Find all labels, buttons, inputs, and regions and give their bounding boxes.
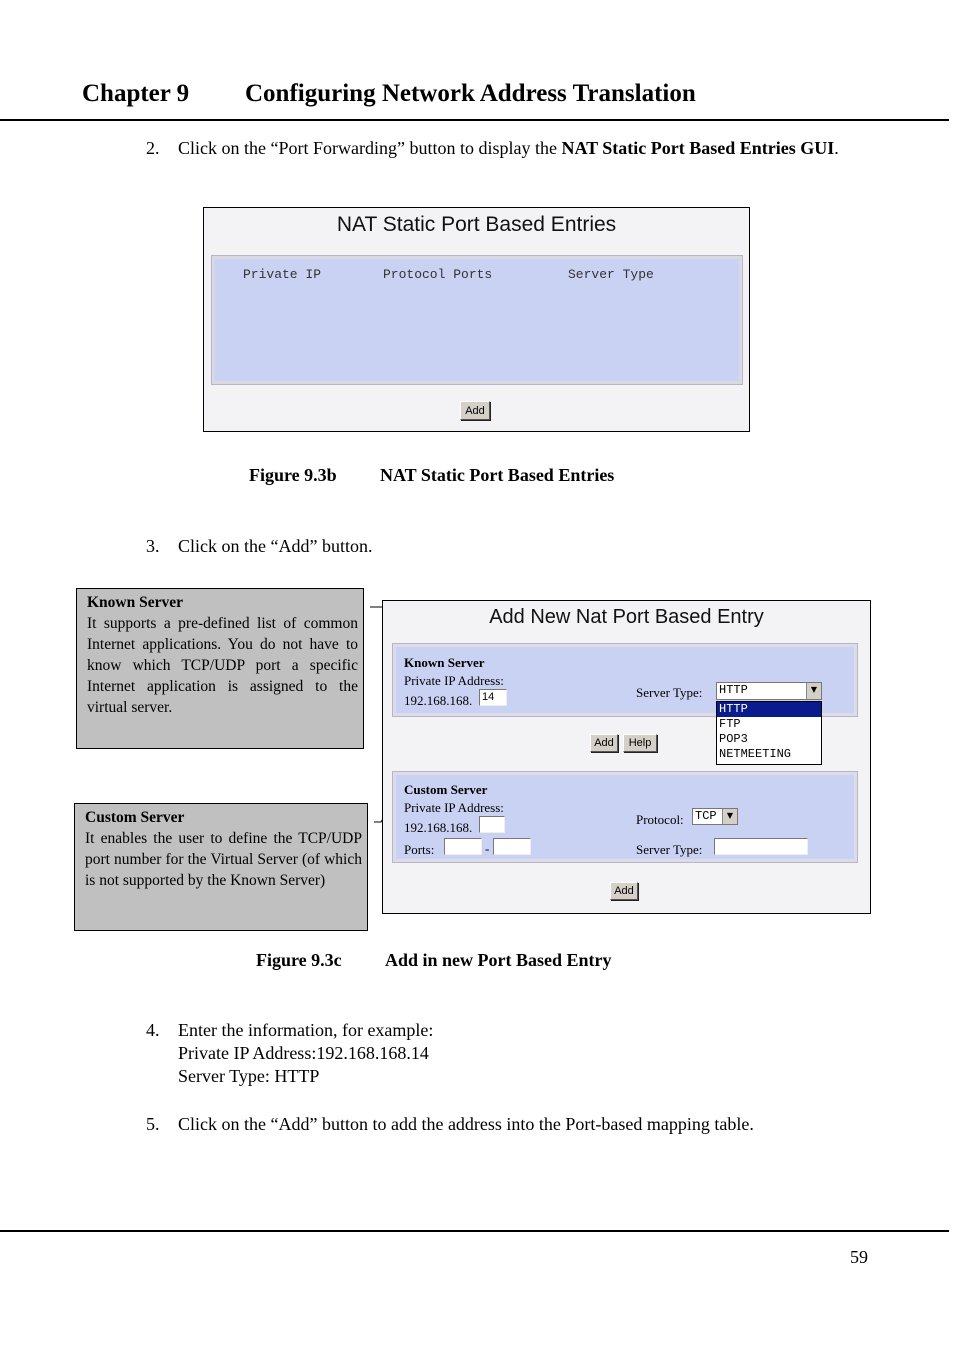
custom-ip-input[interactable] [479, 816, 505, 833]
chapter-title: Configuring Network Address Translation [245, 80, 696, 107]
add-port-entry-panel [382, 600, 871, 914]
step-line: Enter the information, for example: [178, 1020, 434, 1040]
private-ip-input[interactable]: 14 [479, 689, 507, 706]
footer-rule [0, 1230, 949, 1232]
protocol-select[interactable] [692, 808, 738, 825]
callout-body: It enables the user to define the TCP/UDP port number for the Virtual Server (of which is not supported by the Known Server) [85, 830, 362, 889]
ports-label: Ports: [404, 842, 435, 857]
option-netmeeting[interactable]: NETMEETING [719, 747, 792, 761]
step-line: Private IP Address:192.168.168.14 [178, 1043, 429, 1063]
option-http[interactable]: HTTP [717, 702, 821, 717]
custom-server-type-input[interactable] [714, 838, 808, 855]
panel-title: Add New Nat Port Based Entry [489, 606, 764, 628]
ports-separator: - [485, 841, 490, 856]
port-end-input[interactable] [493, 838, 531, 855]
custom-server-group [393, 772, 857, 862]
protocol-label: Protocol: [636, 812, 684, 827]
help-button[interactable]: Help [623, 734, 657, 752]
caption-text: NAT Static Port Based Entries [380, 465, 615, 485]
chapter-number: Chapter 9 [82, 80, 190, 107]
step-number: 4. [146, 1020, 160, 1040]
known-server-heading: Known Server [404, 655, 485, 670]
chevron-down-icon[interactable]: ▼ [722, 809, 737, 824]
selected-value: HTTP [719, 683, 748, 697]
server-type-label: Server Type: [636, 685, 703, 700]
ip-prefix: 192.168.168. [404, 820, 473, 835]
step-text-plain: Click on the “Port Forwarding” button to display the [178, 138, 562, 158]
step-line: Server Type: HTTP [178, 1066, 320, 1086]
server-type-select[interactable] [716, 682, 822, 700]
ip-prefix: 192.168.168. [404, 693, 473, 708]
private-ip-label: Private IP Address: [404, 800, 504, 815]
step-number: 5. [146, 1114, 160, 1134]
option-ftp[interactable]: FTP [719, 717, 741, 731]
column-private-ip: Private IP [243, 267, 322, 282]
port-start-input[interactable] [444, 838, 482, 855]
panel-title: NAT Static Port Based Entries [336, 213, 617, 236]
chevron-down-icon[interactable]: ▼ [806, 683, 821, 699]
selected-value: TCP [695, 809, 717, 823]
caption-number: Figure 9.3c [256, 950, 342, 970]
callout-title: Custom Server [85, 809, 185, 826]
column-protocol-ports: Protocol Ports [383, 267, 493, 282]
server-type-label: Server Type: [636, 842, 703, 857]
step-4 [146, 1019, 871, 1089]
known-add-button[interactable]: Add [590, 734, 618, 752]
page-number: 59 [850, 1247, 868, 1267]
column-server-type: Server Type [568, 267, 654, 282]
step-text-bold: NAT Static Port Based Entries GUI [561, 138, 835, 158]
caption-text: Add in new Port Based Entry [385, 950, 612, 970]
step-text-end: . [834, 138, 839, 158]
custom-add-button[interactable]: Add [610, 882, 638, 900]
server-type-dropdown[interactable] [716, 701, 822, 765]
step-5 [146, 1113, 906, 1137]
option-pop3[interactable]: POP3 [719, 732, 748, 746]
callout-body: It supports a pre-defined list of common Internet applications. You do not have to know which TCP/UDP port a specific Internet application is assigned to the virtual server. [87, 615, 358, 716]
figure-caption-9-3c [256, 950, 612, 971]
step-text: Click on the “Add” button. [178, 536, 373, 556]
custom-server-heading: Custom Server [404, 782, 488, 797]
step-number: 2. [146, 138, 160, 158]
step-text: Click on the “Add” button to add the address into the Port-based mapping table. [178, 1114, 754, 1134]
caption-number: Figure 9.3b [249, 465, 337, 485]
step-text [178, 1019, 433, 1088]
callout-title: Known Server [87, 594, 184, 611]
step-number: 3. [146, 536, 160, 556]
private-ip-label: Private IP Address: [404, 673, 504, 688]
add-button[interactable]: Add [460, 401, 490, 420]
